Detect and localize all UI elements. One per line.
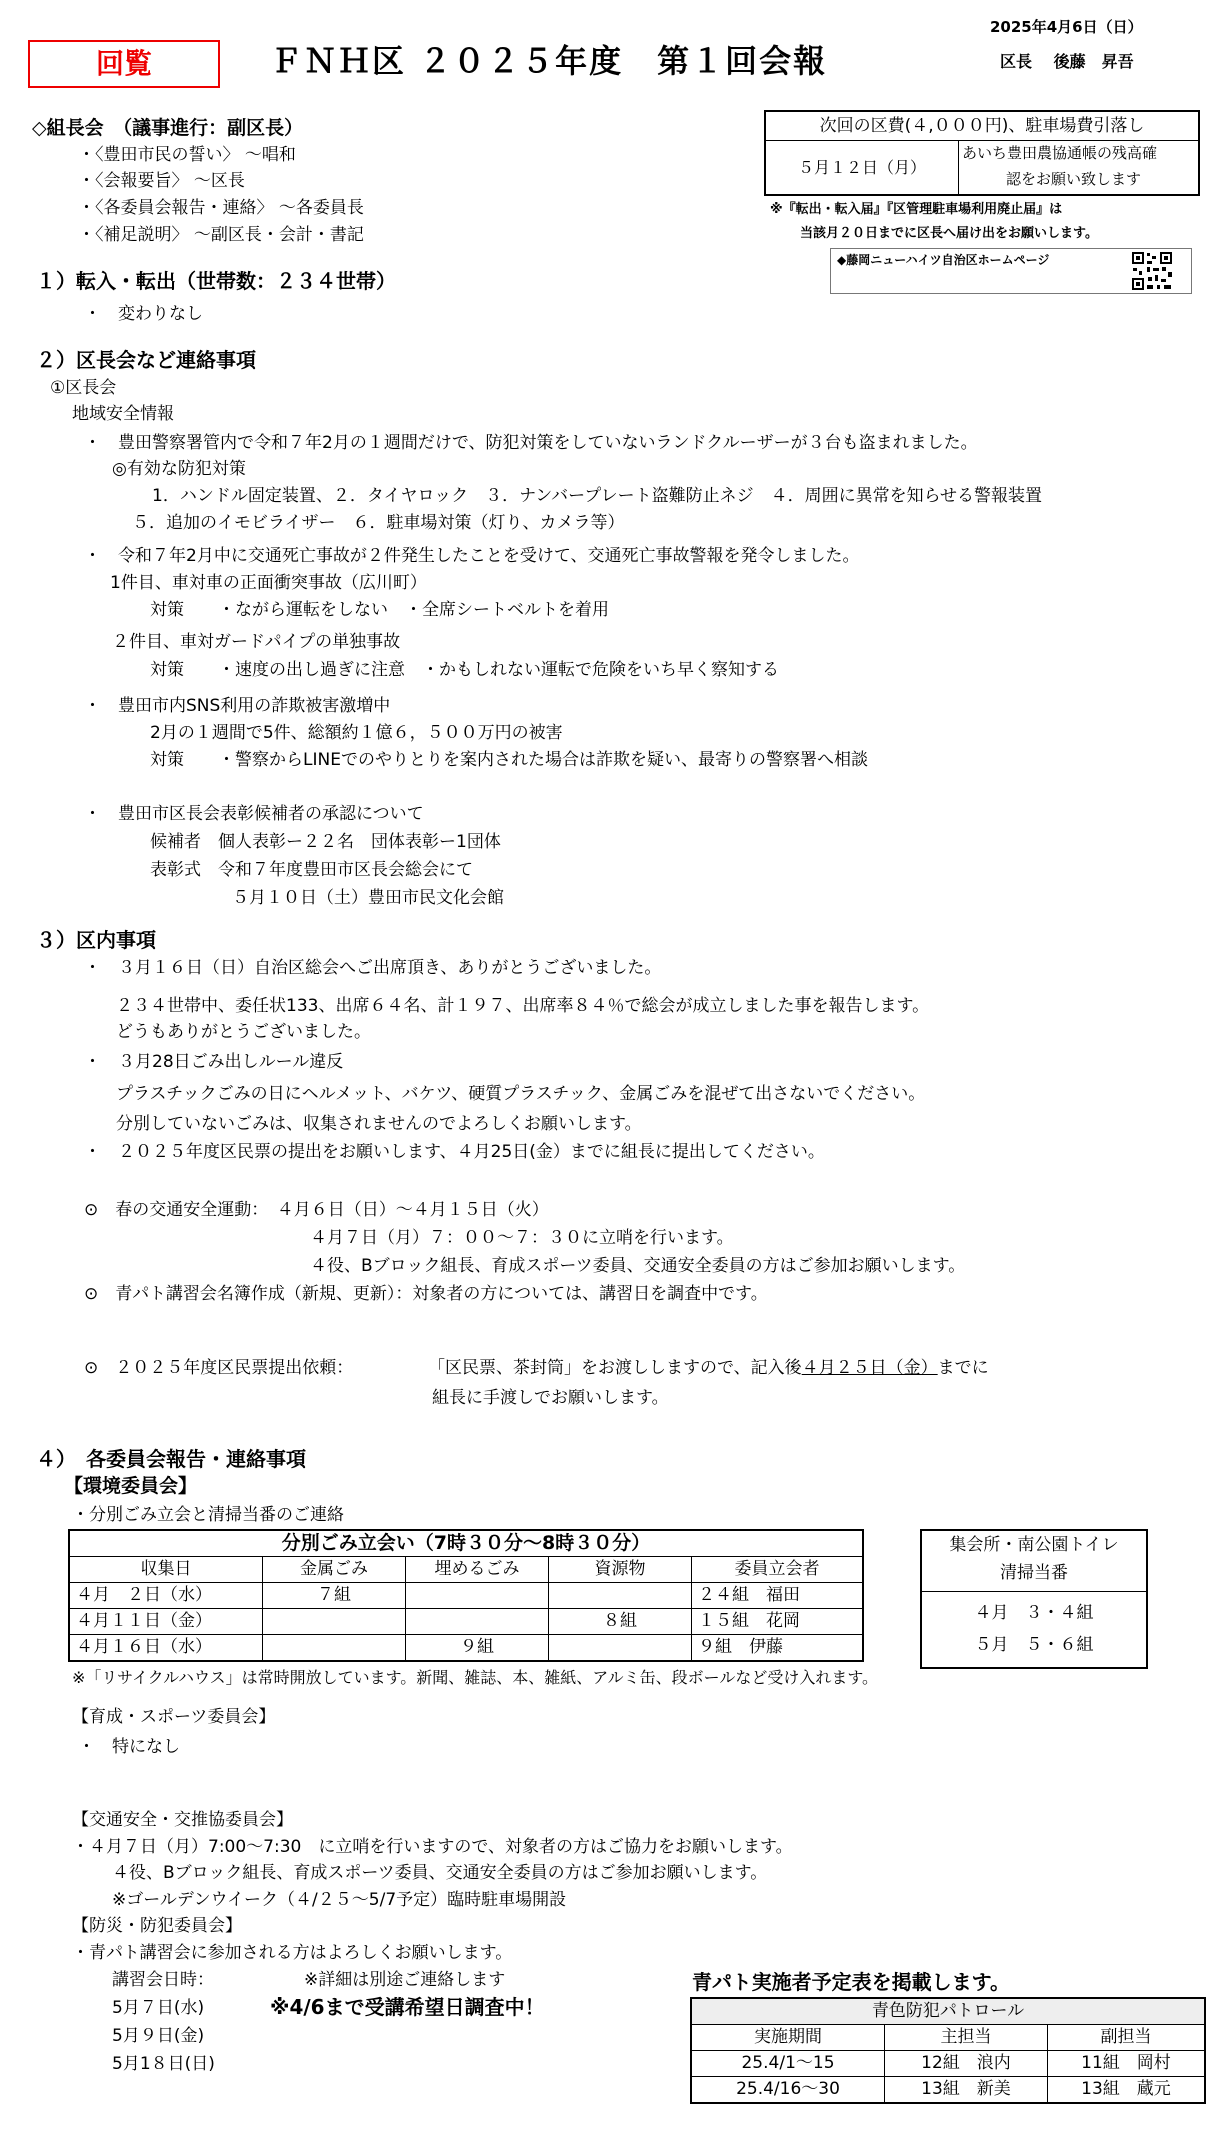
garbage-cell: ９組 伊藤 (692, 1635, 864, 1662)
patrol-cell: 25.4/1～15 (691, 2051, 885, 2077)
s3-line: ４月７日（月）７：００～７：３０に立哨を行います。 (310, 1228, 734, 1248)
garbage-cell (263, 1635, 406, 1662)
youth-body: ・ 特になし (78, 1737, 180, 1757)
table-row (69, 1609, 863, 1635)
section-4-title: ４） 各委員会報告・連絡事項 (36, 1447, 306, 1471)
garbage-cell (549, 1583, 692, 1609)
patrol-header: 主担当 (885, 2025, 1048, 2051)
patrol-cell: 25.4/16～30 (691, 2077, 885, 2104)
patrol-cell: 11組 岡村 (1048, 2051, 1206, 2077)
s2-line: ５．追加のイモビライザー ６．駐車場対策（灯り、カメラ等） (132, 513, 625, 533)
kumicho-item: ・〈補足説明〉 ～副区長・会計・書記 (78, 225, 364, 245)
s3-line (428, 1358, 989, 1378)
disaster-survey-note: ※4/6まで受講希望日調査中！ (270, 1995, 545, 2019)
table-row (691, 2077, 1205, 2104)
kumicho-item: ・〈各委員会報告・連絡〉 ～各委員長 (78, 198, 364, 218)
disaster-committee-heading: 【防災・防犯委員会】 (72, 1916, 242, 1936)
section-3-title: ３）区内事項 (36, 928, 156, 952)
garbage-header: 委員立会者 (692, 1557, 864, 1583)
cleaning-box (920, 1529, 1148, 1669)
s3-line: ⊙ 青パト講習会名簿作成（新規、更新）：対象者の方については、講習日を調査中です。 (84, 1284, 768, 1304)
s2-line: ◎有効な防犯対策 (112, 459, 246, 479)
garbage-cell: １５組 花岡 (692, 1609, 864, 1635)
cleaning-title-1: 集会所・南公園トイレ (949, 1535, 1119, 1555)
s3-deadline: ４月２５日（金） (801, 1358, 938, 1378)
garbage-cell (406, 1609, 549, 1635)
cleaning-row: ５月 ５・６組 (974, 1635, 1094, 1655)
garbage-table-title: 分別ごみ立会い（7時３０分～8時３０分） (69, 1530, 863, 1557)
s2-line: 候補者 個人表彰ー２２名 団体表彰ー1団体 (150, 832, 501, 852)
traffic-line: ４役、Bブロック組長、育成スポーツ委員、交通安全委員の方はご参加お願いします。 (112, 1863, 768, 1883)
table-row (69, 1583, 863, 1609)
disaster-line: 5月７日(水) (112, 1998, 205, 2018)
garbage-table (68, 1529, 864, 1662)
disaster-line: 5月９日(金) (112, 2026, 205, 2046)
s2-line: ２件目、車対ガードパイプの単独事故 (112, 632, 401, 652)
garbage-cell: ９組 (406, 1635, 549, 1662)
s3-line: ⊙ 春の交通安全運動： ４月６日（日）～４月１５日（火） (84, 1200, 549, 1220)
cleaning-title-2: 清掃当番 (1000, 1563, 1068, 1583)
fee-box-note2: 認をお願い致します (1006, 170, 1142, 188)
garbage-header: 収集日 (69, 1557, 263, 1583)
garbage-cell: ８組 (549, 1609, 692, 1635)
s2-line: 1件目、車対車の正面衝突事故（広川町） (110, 573, 427, 593)
s3-line: 組長に手渡しでお願いします。 (432, 1388, 669, 1408)
fee-box (764, 110, 1200, 196)
youth-committee-heading: 【育成・スポーツ委員会】 (72, 1707, 276, 1727)
disaster-line: 5月1８日(日) (112, 2054, 215, 2074)
fee-note-1: ※『転出・転入届』『区管理駐車場利用廃止届』は (770, 202, 1063, 217)
patrol-cell: 13組 蔵元 (1048, 2077, 1206, 2104)
kumicho-item: ・〈会報要旨〉 ～区長 (78, 171, 245, 191)
s2-line: 対策 ・ながら運転をしない ・全席シートベルトを着用 (150, 600, 609, 620)
garbage-cell: ７組 (263, 1583, 406, 1609)
s2-line: 表彰式 令和７年度豊田市区長会総会にて (150, 860, 473, 880)
s2-line: 対策 ・警察からLINEでのやりとりを案内された場合は詐欺を疑い、最寄りの警察署へ相談 (150, 750, 868, 770)
traffic-committee-heading: 【交通安全・交推協委員会】 (72, 1810, 293, 1830)
fee-box-note1: あいち豊田農協通帳の残高確 (962, 144, 1158, 162)
traffic-line: ※ゴールデンウイーク（４/２５～5/7予定）臨時駐車場開設 (112, 1890, 567, 1910)
garbage-cell (406, 1583, 549, 1609)
patrol-header: 実施期間 (691, 2025, 885, 2051)
patrol-table (690, 1997, 1206, 2104)
qr-code-icon[interactable] (1131, 251, 1173, 291)
s3-line: ・ ３月１６日（日）自治区総会へご出席頂き、ありがとうございました。 (84, 958, 662, 978)
section-2-title: ２）区長会など連絡事項 (36, 348, 256, 372)
traffic-line: ・４月７日（月）7:00～7:30 に立哨を行いますので、対象者の方はご協力をお願いします。 (72, 1837, 793, 1857)
s3-line-part: 「区民票、茶封筒」をお渡ししますので、記入後 (428, 1358, 802, 1378)
s3-line: ４役、Bブロック組長、育成スポーツ委員、交通安全委員の方はご参加お願いします。 (310, 1256, 966, 1276)
s2-line: 1．ハンドル固定装置、２．タイヤロック ３．ナンバープレート盗難防止ネジ ４．周囲に異常を知らせる警報装置 (152, 486, 1043, 506)
garbage-cell: ２４組 福田 (692, 1583, 864, 1609)
garbage-header: 埋めるごみ (406, 1557, 549, 1583)
s3-line: どうもありがとうございました。 (116, 1022, 371, 1042)
s2-line: ５月１０日（土）豊田市民文化会館 (232, 888, 504, 908)
s2-line: 2月の１週間で5件、総額約１億６，５００万円の被害 (150, 723, 563, 743)
s2-line: 対策 ・速度の出し過ぎに注意 ・かもしれない運転で危険をいち早く察知する (150, 660, 779, 680)
kairan-badge: 回覧 (28, 40, 220, 88)
homepage-label: ◆藤岡ニューハイツ自治区ホームページ (837, 253, 1050, 267)
fee-box-date: ５月１２日（月） (766, 141, 959, 195)
s3-line: ・ ３月28日ごみ出しルール違反 (84, 1052, 344, 1072)
patrol-heading: 青パト実施者予定表を掲載します。 (692, 1970, 1010, 1994)
s2-line: ・ 豊田警察署管内で令和７年2月の１週間だけで、防犯対策をしていないランドクルーザーが３台も盗まれました。 (84, 433, 978, 453)
fee-note-2: 当該月２０日までに区長へ届け出をお願いします。 (800, 226, 1098, 241)
garbage-cell: ４月１６日（水） (69, 1635, 263, 1662)
patrol-header: 副担当 (1048, 2025, 1206, 2051)
s2-line: ・ 豊田市内SNS利用の詐欺被害激増中 (84, 696, 391, 716)
section-1-title: １）転入・転出（世帯数：２３４世帯） (36, 269, 396, 293)
section-2-sub2: 地域安全情報 (72, 404, 174, 424)
disaster-line: 講習会日時： (112, 1970, 214, 1990)
garbage-cell: ４月 ２日（水） (69, 1583, 263, 1609)
patrol-cell: 12組 浪内 (885, 2051, 1048, 2077)
page-title: ＦＮＨ区 ２０２５年度 第１回会報 (270, 42, 828, 80)
section-1-body: ・ 変わりなし (84, 304, 203, 324)
patrol-cell: 13組 新美 (885, 2077, 1048, 2104)
garbage-header: 金属ごみ (263, 1557, 406, 1583)
homepage-box (830, 248, 1192, 294)
recycle-note: ※「リサイクルハウス」は常時開放しています。新聞、雑誌、本、雑紙、アルミ缶、段ボールなど受け入れます。 (72, 1668, 879, 1687)
disaster-line: ※詳細は別途ご連絡します (304, 1970, 506, 1990)
env-sub: ・分別ごみ立会と清掃当番のご連絡 (72, 1505, 344, 1525)
s3-line-part: までに (937, 1358, 989, 1378)
s2-line: ・ 豊田市区長会表彰候補者の承認について (84, 804, 424, 824)
table-row (69, 1635, 863, 1662)
garbage-header: 資源物 (549, 1557, 692, 1583)
cleaning-row: ４月 ３・４組 (974, 1603, 1094, 1623)
s2-line: ・ 令和７年2月中に交通死亡事故が２件発生したことを受けて、交通死亡事故警報を発令しました。 (84, 546, 860, 566)
s3-line: ・ ２０２５年度区民票の提出をお願いします、４月25日(金）までに組長に提出してください。 (84, 1142, 825, 1162)
fee-box-title: 次回の区費(４,０００円)、駐車場費引落し (766, 112, 1198, 141)
garbage-cell: ４月１１日（金） (69, 1609, 263, 1635)
env-committee-heading: 【環境委員会】 (64, 1475, 198, 1497)
disaster-line: ・青パト講習会に参加される方はよろしくお願いします。 (72, 1943, 513, 1963)
issue-date: 2025年4月6日（日） (990, 18, 1143, 36)
kumicho-title: ◇組長会 （議事進行：副区長） (32, 117, 304, 139)
garbage-cell (263, 1609, 406, 1635)
divider (922, 1591, 1146, 1592)
kumicho-item: ・〈豊田市民の誓い〉 ～唱和 (78, 145, 296, 165)
s3-line: ２３４世帯中、委任状133、出席６４名、計１９７、出席率８４％で総会が成立しました事を報告します。 (116, 996, 930, 1016)
s3-line: ⊙ ２０２５年度区民票提出依頼： (84, 1358, 354, 1378)
section-2-sub: ①区長会 (50, 378, 117, 398)
leader-name: 区長 後藤 昇吾 (1000, 52, 1134, 71)
s3-line: 分別していないごみは、収集されませんのでよろしくお願いします。 (116, 1114, 642, 1134)
table-row (691, 2051, 1205, 2077)
s3-line: プラスチックごみの日にヘルメット、バケツ、硬質プラスチック、金属ごみを混ぜて出さないでください。 (116, 1084, 926, 1104)
patrol-table-title: 青色防犯パトロール (691, 1998, 1205, 2025)
garbage-cell (549, 1635, 692, 1662)
